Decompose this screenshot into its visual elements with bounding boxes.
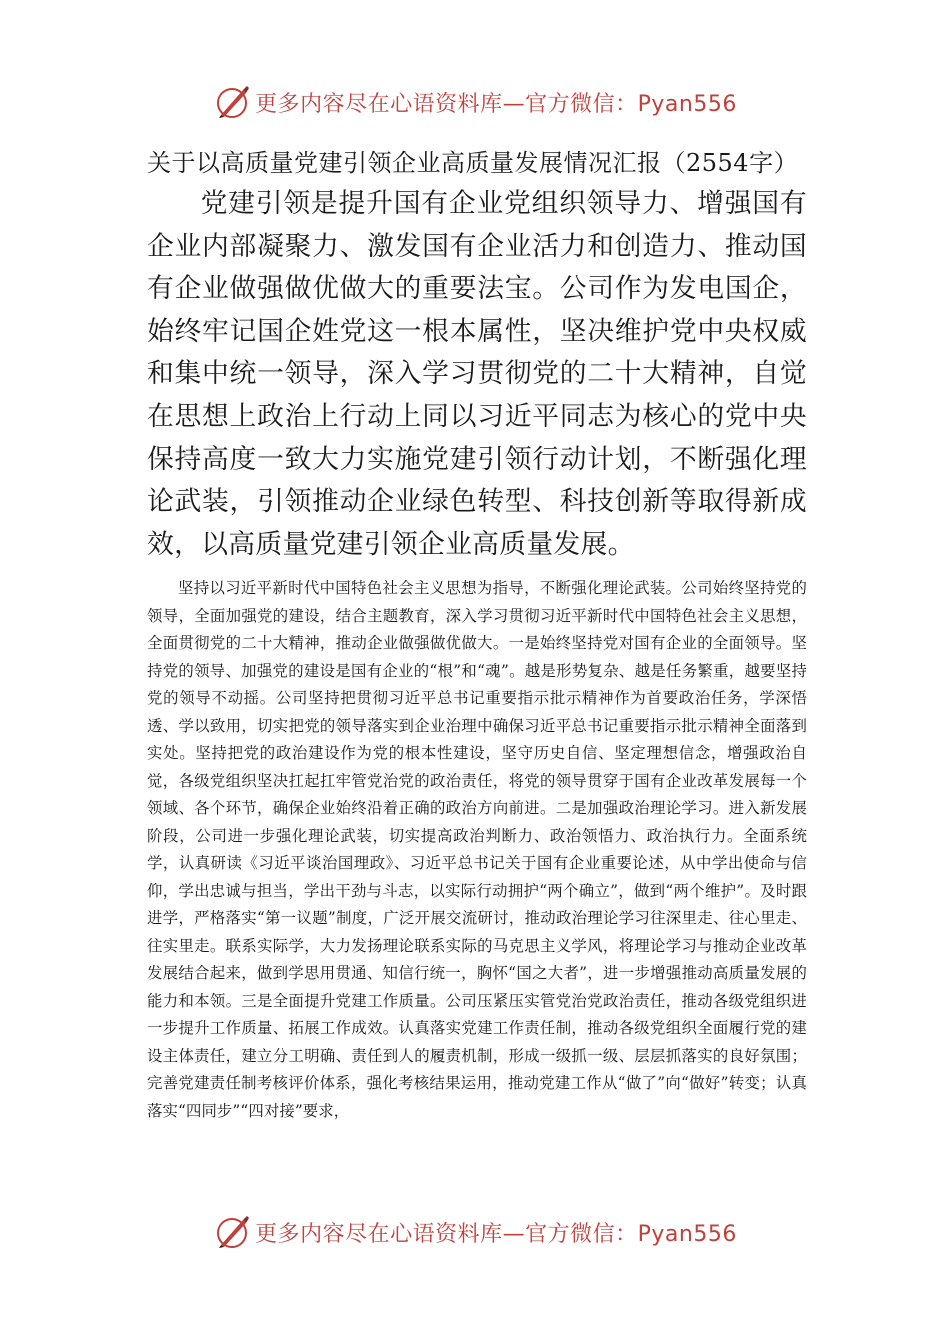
document-title: 关于以高质量党建引领企业高质量发展情况汇报（2554字）: [147, 149, 799, 177]
intro-paragraph: 党建引领是提升国有企业党组织领导力、增强国有企业内部凝聚力、激发国有企业活力和创造力、推动国有企业做强做优做大的重要法宝。公司作为发电国企，始终牢记国企姓党这一根本属性，坚决维护党中央权威和集中统一领导，深入学习贯彻党的二十大精神，自觉在思想上政治上行动上同以习近平同志为核心的党中央保持高度一致大力实施党建引领行动计划，不断强化理论武装，引领推动企业绿色转型、科技创新等取得新成效，以高质量党建引领企业高质量发展。: [147, 188, 807, 560]
footer-watermark-banner: [0, 1212, 950, 1252]
watermark-text: 更多内容尽在心语资料库—官方微信：Pyan556: [255, 91, 737, 117]
pen-circle-logo-icon: [213, 1212, 253, 1252]
body-paragraph: 坚持以习近平新时代中国特色社会主义思想为指导，不断强化理论武装。公司始终坚持党的领导，全面加强党的建设，结合主题教育，深入学习贯彻习近平新时代中国特色社会主义思想，全面贯彻党的二十大精神，推动企业做强做优做大。一是始终坚持党对国有企业的全面领导。坚持党的领导、加强党的建设是国有企业的“根”和“魂”。越是形势复杂、越是任务繁重，越要坚持党的领导不动摇。公司坚持把贯彻习近平总书记重要指示批示精神作为首要政治任务，学深悟透、学以致用，切实把党的领导落实到企业治理中确保习近平总书记重要指示批示精神全面落到实处。坚持把党的政治建设作为党的根本性建设，坚守历史自信、坚定理想信念，增强政治自觉，各级党组织坚决扛起扛牢管党治党的政治责任，将党的领导贯穿于国有企业改革发展每一个领域、各个环节，确保企业始终沿着正确的政治方向前进。二是加强政治理论学习。进入新发展阶段，公司进一步强化理论武装，切实提高政治判断力、政治领悟力、政治执行力。全面系统学，认真研读《习近平谈治国理政》、习近平总书记关于国有企业重要论述，从中学出使命与信仰，学出忠诚与担当，学出干劲与斗志，以实际行动拥护“两个确立”，做到“两个维护”。及时跟进学，严格落实“第一议题”制度，广泛开展交流研讨，推动政治理论学习往深里走、往心里走、往实里走。联系实际学，大力发扬理论联系实际的马克思主义学风，将理论学习与推动企业改革发展结合起来，做到学思用贯通、知信行统一，胸怀“国之大者”，进一步增强推动高质量发展的能力和本领。三是全面提升党建工作质量。公司压紧压实管党治党政治责任，推动各级党组织进一步提升工作质量、拓展工作成效。认真落实党建工作责任制，推动各级党组织全面履行党的建设主体责任，建立分工明确、责任到人的履责机制，形成一级抓一级、层层抓落实的良好氛围；完善党建责任制考核评价体系，强化考核结果运用，推动党建工作从“做了”向“做好”转变；认真落实“四同步”“四对接”要求，: [147, 579, 807, 1120]
watermark-text: 更多内容尽在心语资料库—官方微信：Pyan556: [255, 1221, 737, 1247]
pen-circle-logo-icon: [213, 82, 253, 122]
header-watermark-banner: [0, 82, 950, 122]
